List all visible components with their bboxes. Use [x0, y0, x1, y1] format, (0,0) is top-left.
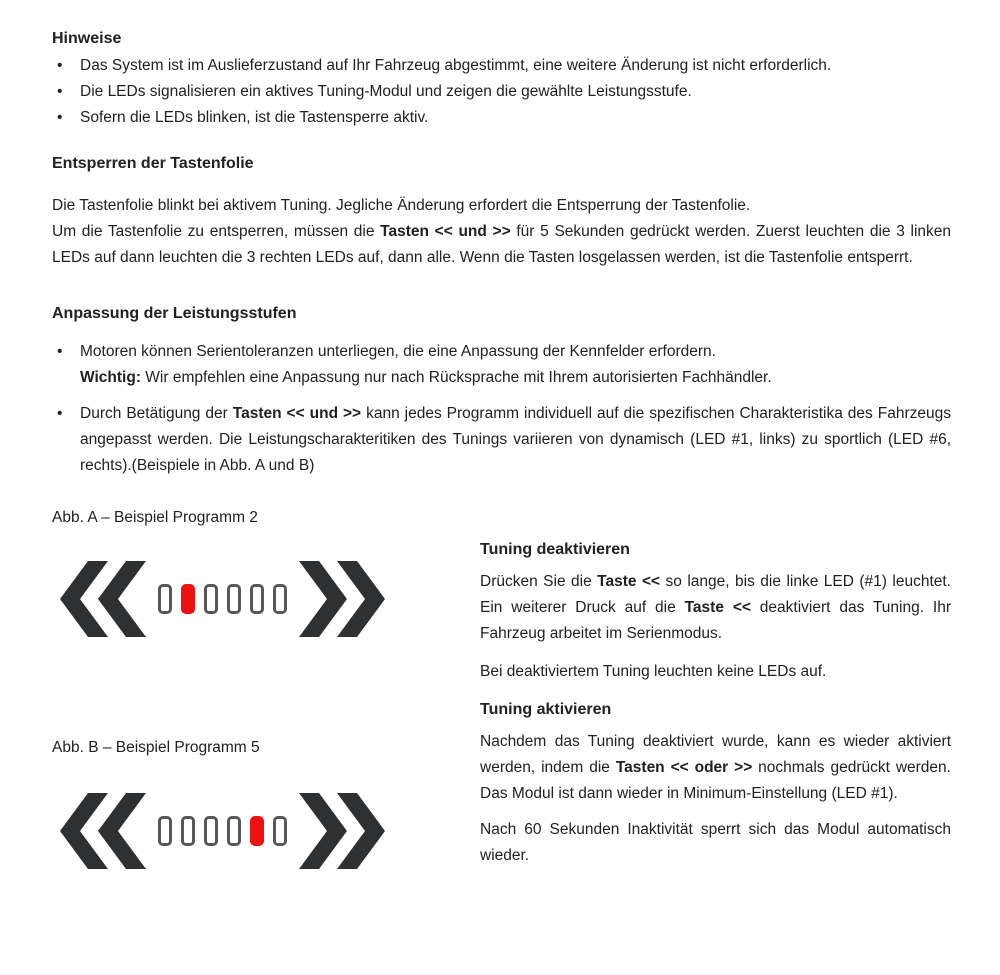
figures-and-tuning-columns: [52, 505, 951, 871]
led-3: [204, 584, 218, 614]
led-strip-b: [158, 816, 287, 846]
anpassung-bullet1-line2: Wichtig: Wir empfehlen eine Anpassung nur nach Rücksprache mit Ihrem autorisierten Fachhändler.: [80, 369, 772, 386]
double-chevron-left-icon: [60, 561, 146, 637]
double-chevron-right-icon: [299, 561, 385, 637]
heading-tuning-aktivieren: Tuning aktivieren: [480, 701, 612, 718]
figure-b-label: Abb. B – Beispiel Programm 5: [52, 739, 260, 756]
led-6: [273, 816, 287, 846]
section-heading-entsperren: Entsperren der Tastenfolie: [52, 155, 254, 172]
tuning-aktivieren-paragraph: Nachdem das Tuning deaktiviert wurde, kann es wieder aktiviert werden, indem die Tasten << oder >> nochmals gedrückt werden. Das Modul ist dann wieder in Minimum-Einstellung (LED #1).: [480, 733, 951, 802]
led-display-a: [60, 559, 480, 639]
section-heading-anpassung: Anpassung der Leistungsstufen: [52, 305, 297, 322]
list-item: • Sofern die LEDs blinken, ist die Tastensperre aktiv.: [52, 105, 951, 131]
entsperren-paragraph-1: Die Tastenfolie blinkt bei aktivem Tuning. Jegliche Änderung erfordert die Entsperrung der Tastenfolie.: [52, 197, 751, 214]
anpassung-bullet1-line1: • Motoren können Serientoleranzen unterliegen, die eine Anpassung der Kennfelder erfordern.: [80, 343, 716, 360]
figure-a-label: Abb. A – Beispiel Programm 2: [52, 509, 258, 526]
led-4: [227, 584, 241, 614]
led-5-active: [250, 816, 264, 846]
led-strip-a: [158, 584, 287, 614]
section-heading-hinweise: Hinweise: [52, 30, 122, 47]
led-2-active: [181, 584, 195, 614]
entsperren-paragraph-2: Um die Tastenfolie zu entsperren, müssen die Tasten << und >> für 5 Sekunden gedrückt werden. Zuerst leuchten die 3 linken LEDs auf dann leuchten die 3 rechten LEDs auf, dann alle. Wenn die Tasten losgelassen werden, ist die Tastenfolie entsperrt.: [52, 223, 951, 266]
led-1: [158, 816, 172, 846]
figures-column: [52, 505, 480, 871]
list-item: [52, 339, 951, 391]
list-item: • Das System ist im Auslieferzustand auf Ihr Fahrzeug abgestimmt, eine weitere Änderung ist nicht erforderlich.: [52, 53, 951, 79]
list-item: • Durch Betätigung der Tasten << und >> kann jedes Programm individuell auf die spezifischen Charakteristika des Fahrzeugs angepasst werden. Die Leistungscharakteritiken des Tunings variieren von dynamisch (LED #1, links) zu sportlich (LED #6, rechts).(Beispiele in Abb. A und B): [52, 401, 951, 479]
led-3: [204, 816, 218, 846]
tuning-column: [480, 505, 951, 871]
led-2: [181, 816, 195, 846]
led-5: [250, 584, 264, 614]
tuning-aktivieren-note: Nach 60 Sekunden Inaktivität sperrt sich das Modul automatisch wieder.: [480, 821, 951, 864]
hinweise-bullet-list: [52, 53, 951, 131]
double-chevron-right-icon: [299, 793, 385, 869]
tuning-deaktivieren-note: Bei deaktiviertem Tuning leuchten keine LEDs auf.: [480, 663, 827, 680]
led-display-b: [60, 791, 480, 871]
list-item: • Die LEDs signalisieren ein aktives Tuning-Modul und zeigen die gewählte Leistungsstufe.: [52, 79, 951, 105]
led-1: [158, 584, 172, 614]
anpassung-bullet-list: [52, 339, 951, 479]
heading-tuning-deaktivieren: Tuning deaktivieren: [480, 541, 630, 558]
tuning-deaktivieren-paragraph: Drücken Sie die Taste << so lange, bis die linke LED (#1) leuchtet. Ein weiterer Druck auf die Taste << deaktiviert das Tuning. Ihr Fahrzeug arbeitet im Serienmodus.: [480, 573, 951, 642]
led-4: [227, 816, 241, 846]
led-6: [273, 584, 287, 614]
double-chevron-left-icon: [60, 793, 146, 869]
